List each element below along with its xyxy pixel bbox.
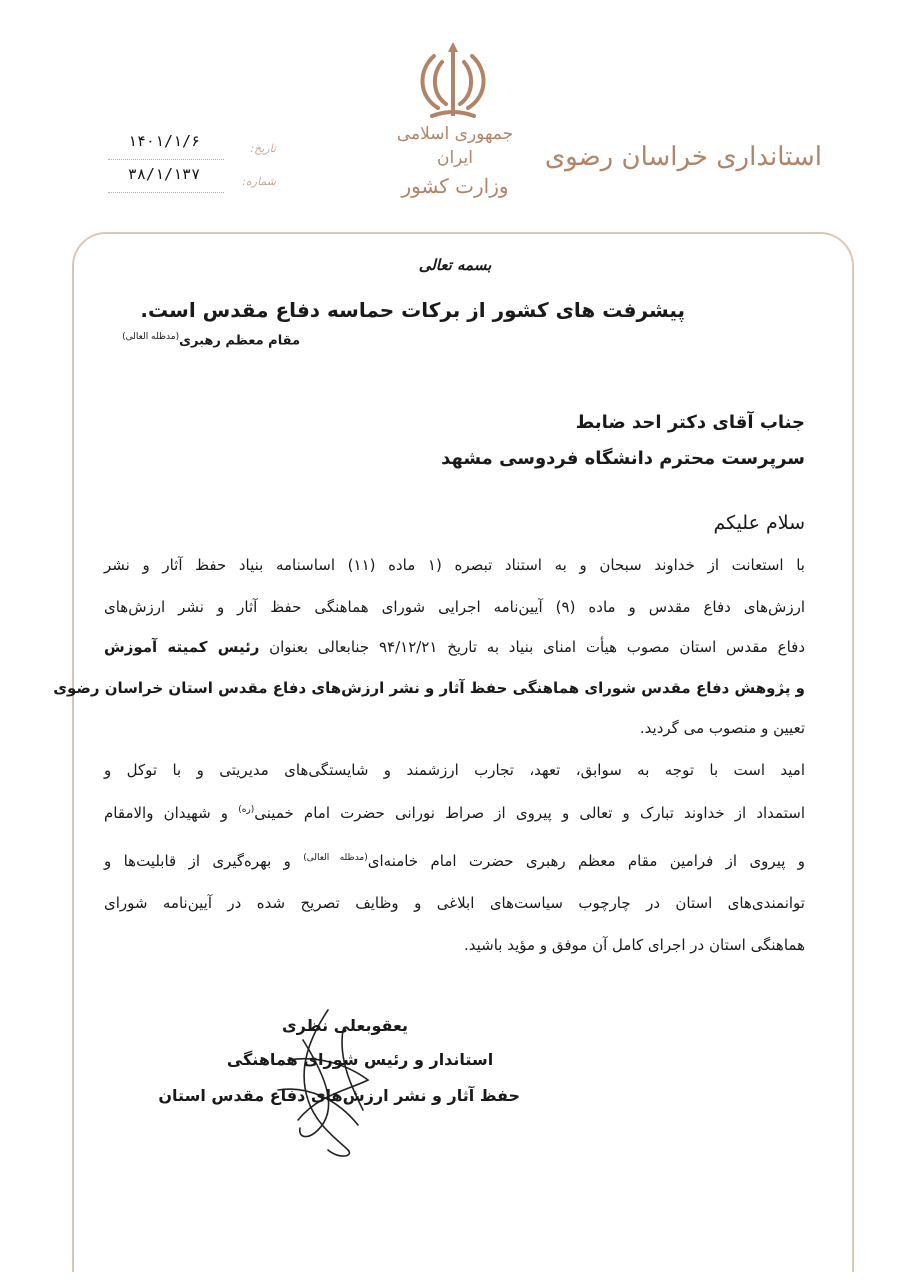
signatory-title: استاندار و رئیس شورای هماهنگی [226, 1050, 494, 1069]
signatory-title: حفظ آثار و نشر ارزش‌های دفاع مقدس استان [158, 1086, 520, 1105]
leader-quote: پیشرفت های کشور از برکات حماسه دفاع مقدس است. [140, 298, 685, 322]
body-line: تعیین و منصوب می گردید. [639, 719, 805, 737]
number-value: ۳۸/۱/۱۳۷ [127, 165, 201, 183]
body-line [104, 800, 805, 823]
quote-source-name: مقام معظم رهبری [179, 333, 300, 349]
body-line: ارزش‌های دفاع مقدس و ماده (۹) آیین‌نامه اجرایی شورای هماهنگی حفظ آثار و نشر ارزش‌های [104, 598, 805, 616]
iran-emblem-icon [412, 38, 494, 122]
ministry-label: وزارت کشور [401, 174, 509, 198]
body-line [104, 848, 805, 871]
republic-label: جمهوری اسلامی ایران [396, 124, 514, 168]
body-line-sup: (مدظله العالی) [303, 853, 368, 863]
number-dotted-line [108, 192, 224, 193]
body-line-text: استمداد از خداوند تبارک و تعالی و پیروی از صراط نورانی حضرت امام خمینی [254, 804, 805, 822]
number-row [108, 165, 276, 197]
body-line-text: و پیروی از فرامین مقام معظم رهبری حضرت امام خامنه‌ای [367, 852, 806, 870]
body-line-text: دفاع مقدس استان مصوب هیأت امنای بنیاد به تاریخ ۹۴/۱۲/۲۱ جنابعالی بعنوان [269, 638, 806, 656]
body-line-bold-text: و پژوهش دفاع مقدس شورای هماهنگی حفظ آثار و نشر ارزش‌های دفاع مقدس استان خراسان رضوی [53, 679, 805, 697]
date-label: تاریخ: [250, 142, 276, 155]
republic-title [380, 122, 530, 200]
governorate-title: استانداری خراسان رضوی [544, 142, 822, 172]
date-dotted-line [108, 159, 224, 160]
date-value: ۱۴۰۱/۱/۶ [127, 132, 201, 150]
body-line-text: و بهره‌گیری از قابلیت‌ها و [104, 852, 304, 870]
addressee-title: سرپرست محترم دانشگاه فردوسی مشهد [441, 448, 805, 469]
body-line: توانمندی‌های استان در چارچوب سیاست‌های ابلاغی و وظایف تصریح شده در آیین‌نامه شورای [104, 894, 805, 912]
number-label: شماره: [242, 175, 276, 188]
body-line-bold [53, 678, 805, 698]
body-line-text: و شهیدان والامقام [104, 804, 239, 822]
date-row [108, 132, 276, 164]
body-line-sup: (ره) [238, 805, 255, 815]
signatory-name: یعقوبعلی نظری [281, 1016, 409, 1035]
body-line: هماهنگی استان در اجرای کامل آن موفق و مؤید باشید. [464, 936, 805, 954]
addressee-name: جناب آقای دکتر احد ضابط [575, 412, 805, 433]
body-line [104, 637, 805, 657]
body-line: با استعانت از خداوند سبحان و به استناد تبصره (۱ ماده (۱۱) اساسنامه بنیاد حفظ آثار و نشر [104, 556, 805, 574]
body-line-bold: رئیس کمیته آموزش [104, 638, 260, 656]
greeting: سلام علیکم [713, 512, 805, 534]
quote-source-honorific: (مدظله العالی) [122, 332, 180, 342]
body-line: امید است با توجه به سوابق، تعهد، تجارب ارزشمند و شایستگی‌های مدیریتی و با توکل و [104, 761, 805, 779]
letter-frame [72, 232, 854, 1272]
quote-source [100, 332, 300, 348]
besm-heading: بسمه تعالی [418, 256, 492, 274]
